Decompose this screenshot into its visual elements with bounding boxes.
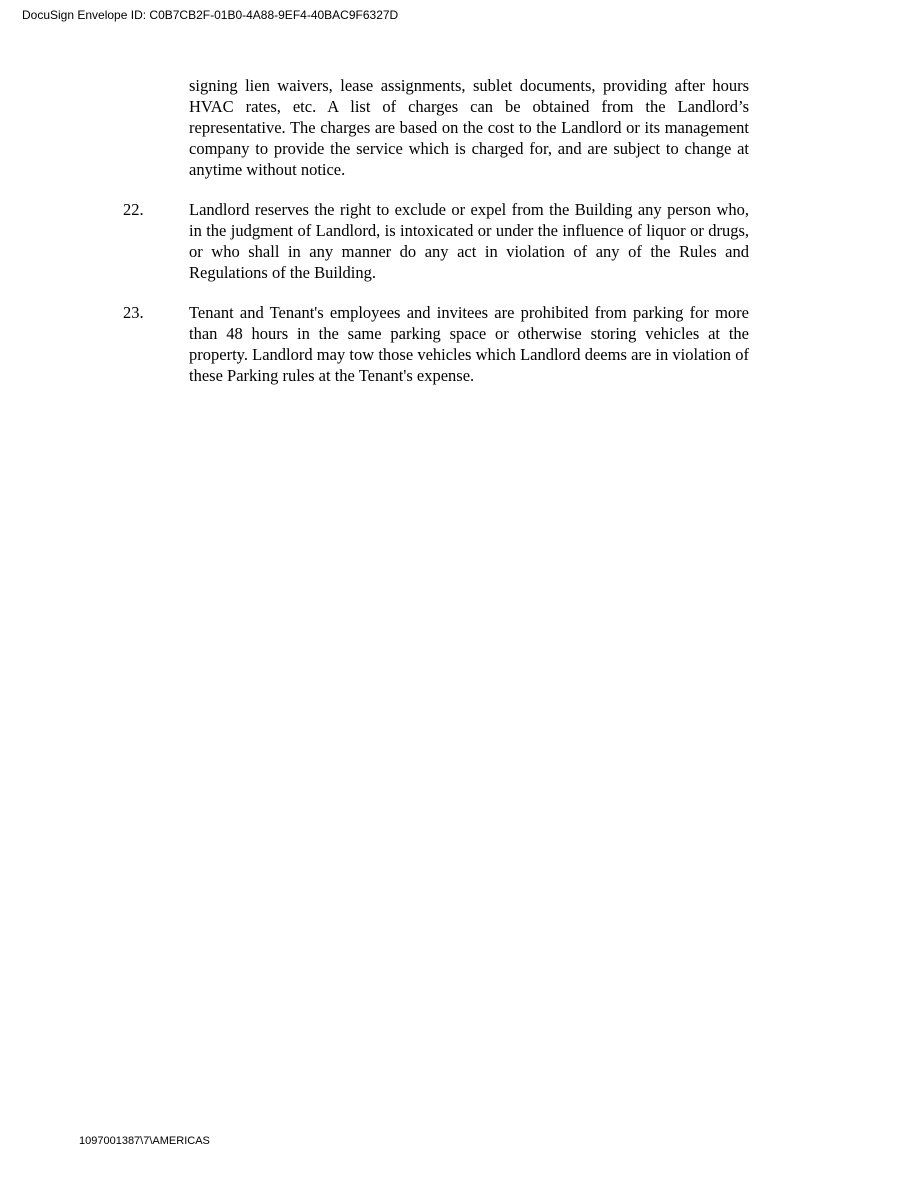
clause-text: Landlord reserves the right to exclude or expel from the Building any person who, in the judgment of Landlord, is intoxicated or under the influence of liquor or drugs, or who shall in any manner do any act in violation of any of the Rules and Regulations of the Building. xyxy=(189,200,749,282)
continued-paragraph: signing lien waivers, lease assignments, sublet documents, providing after hours HVAC rates, etc. A list of charges can be obtained from the Landlord’s representative. The charges are based on the cost to the Landlord or its management company to provide the service which is charged for, and are subject to change at anytime without notice. xyxy=(189,76,749,179)
clause-text: Tenant and Tenant's employees and invitees are prohibited from parking for more than 48 hours in the same parking space or otherwise storing vehicles at the property. Landlord may tow those vehicles which Landlord deems are in violation of these Parking rules at the Tenant's expense. xyxy=(189,303,749,385)
docusign-envelope-id: DocuSign Envelope ID: C0B7CB2F-01B0-4A88-9EF4-40BAC9F6327D xyxy=(22,8,399,22)
clause-22 xyxy=(123,199,749,283)
clause-number: 22. xyxy=(123,200,144,219)
clause-number: 23. xyxy=(123,303,144,322)
clause-23 xyxy=(123,302,749,386)
document-reference-footer: 1097001387\7\AMERICAS xyxy=(79,1135,210,1147)
